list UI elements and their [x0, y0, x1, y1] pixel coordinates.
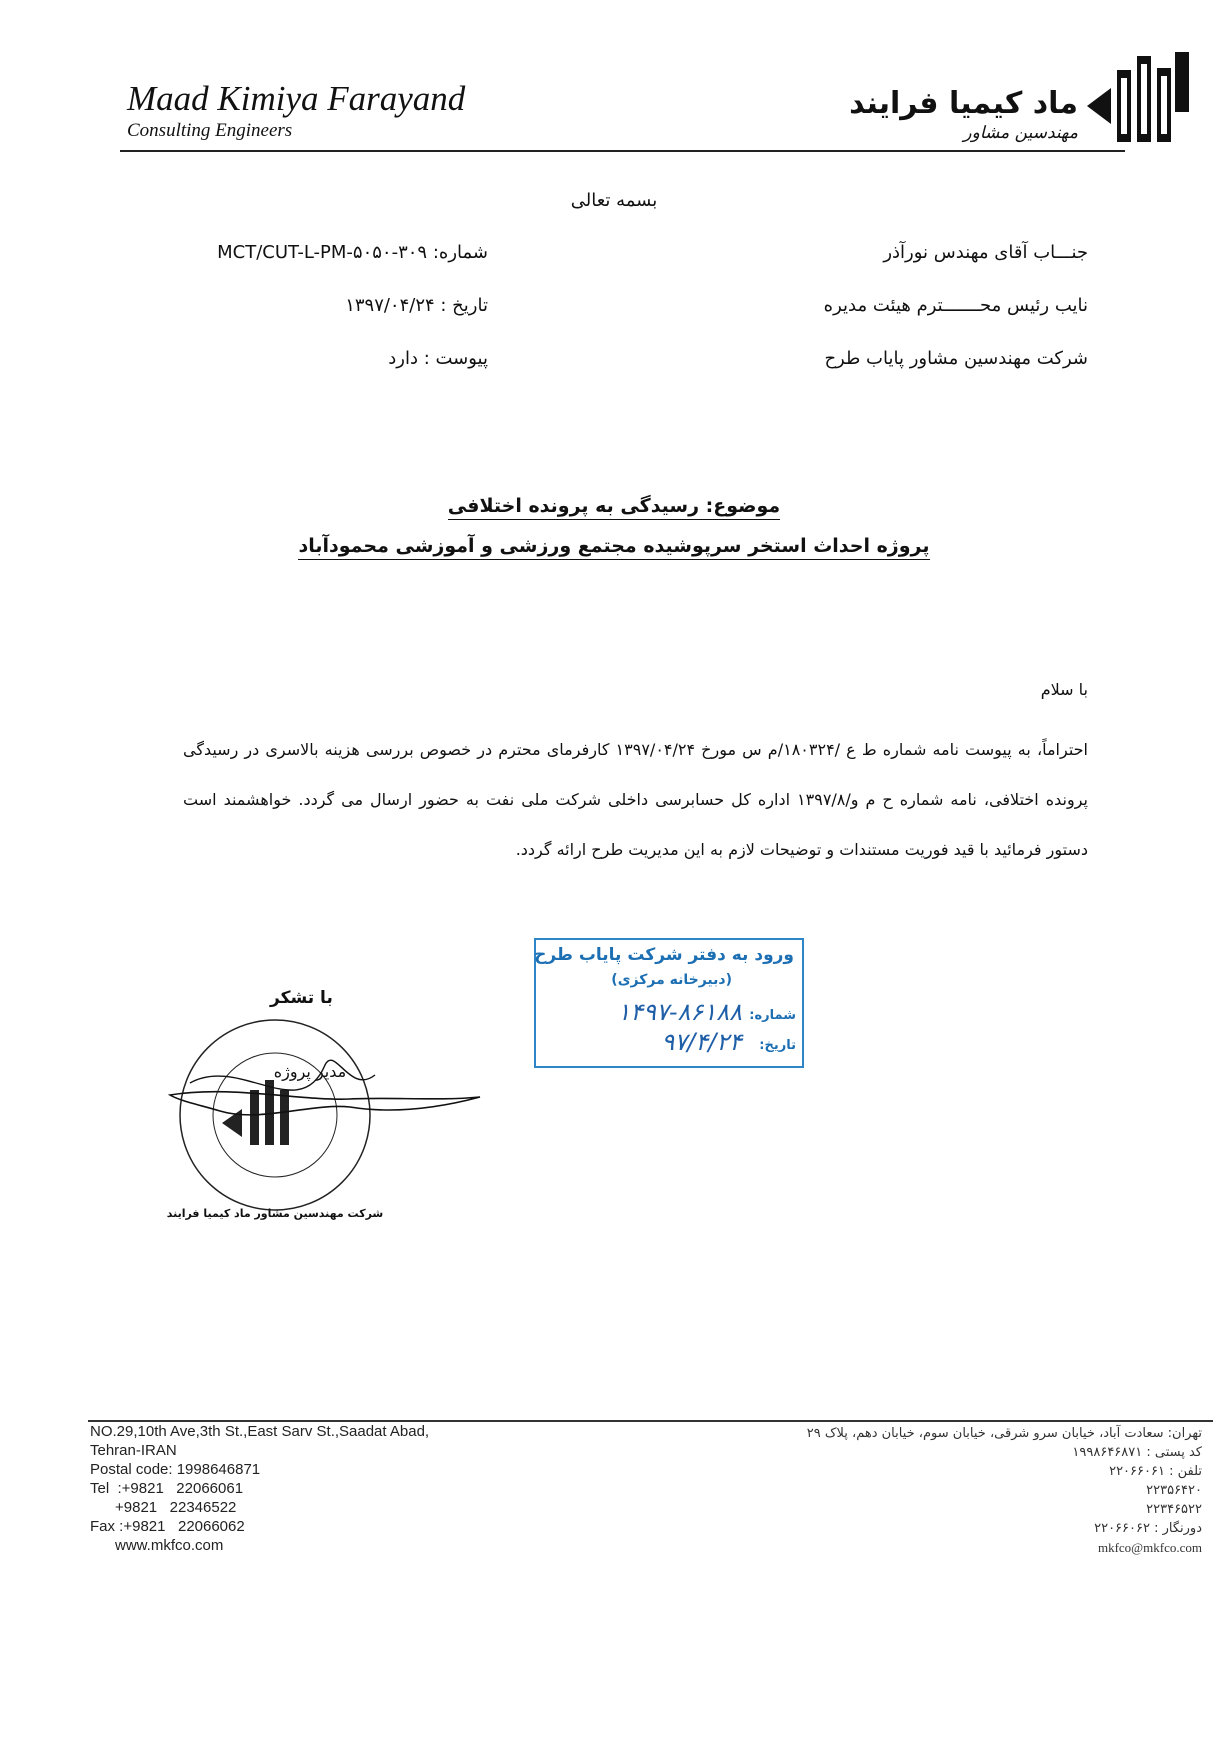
- website-link[interactable]: www.mkfco.com: [90, 1537, 224, 1554]
- project-line: پروژه احداث استخر سرپوشیده مجتمع ورزشی و آموزشی محمودآباد: [298, 535, 929, 560]
- stamp-number-label: شماره:: [749, 1008, 796, 1023]
- seal-text: شرکت مهندسین مشاور ماد کیمیا فرایند: [166, 1207, 384, 1220]
- fax-fa: دورنگار : ۲۲۰۶۶۰۶۲: [1094, 1521, 1202, 1536]
- footer-address-fa: [807, 1424, 1202, 1557]
- postal-code: Postal code: 1998646871: [90, 1461, 261, 1478]
- closing-text: با تشکر: [270, 988, 333, 1008]
- letter-attachment: پیوست : دارد: [388, 348, 488, 369]
- company-name-en: Maad Kimiya Farayand: [127, 79, 466, 118]
- stamp-title: ورود به دفتر شرکت پایاب طرح: [534, 945, 794, 965]
- telephone-1: Tel :+9821 22066061: [90, 1480, 244, 1497]
- company-subtitle-fa: مهندسین مشاور: [963, 123, 1078, 143]
- header-divider: [120, 150, 1125, 152]
- stamp-subtitle: (دبیرخانه مرکزی): [611, 972, 732, 988]
- brand-name-en-block: [127, 80, 465, 142]
- fax-number: Fax :+9821 22066062: [90, 1518, 245, 1535]
- postal-code-fa: کد پستی : ۱۹۹۸۶۴۶۸۷۱: [1072, 1445, 1202, 1460]
- stamp-number-value: ۱۴۹۷-۸۶۱۸۸: [617, 998, 742, 1026]
- stamp-date-label: تاریخ:: [759, 1038, 796, 1053]
- company-logo-icon: [1085, 48, 1195, 148]
- body-paragraph: احتراماً، به پیوست نامه شماره ط ع /۱۸۰۳۲۴/م س مورخ ۱۳۹۷/۰۴/۲۴ کارفرمای محترم در خصوص بررسی هزینه بالاسری در رسیدگی پرونده اختلافی، نامه شماره ح م و/۱۳۹۷/۸ اداره کل حسابرسی داخلی شرکت ملی نفت به حضور ارسال می گردد. خواهشمند است دستور فرمائید با قید فوریت مستندات و توضیحات لازم به این مدیریت طرح ارائه گردد.: [183, 740, 1088, 859]
- email-link[interactable]: mkfco@mkfco.com: [1097, 1540, 1202, 1555]
- address-line-fa: تهران: سعادت آباد، خیابان سرو شرقی، خیابان سوم، خیابان دهم، پلاک ۲۹: [806, 1426, 1202, 1441]
- company-name-fa: ماد کیمیا فرایند: [849, 86, 1078, 121]
- telephone-2: +9821 22346522: [90, 1499, 237, 1516]
- telephone-fa-1: تلفن : ۲۲۰۶۶۰۶۱: [1109, 1464, 1202, 1479]
- greeting: با سلام: [1040, 680, 1088, 699]
- address-line: Tehran-IRAN: [90, 1442, 177, 1459]
- letter-date: تاریخ : ۱۳۹۷/۰۴/۲۴: [345, 295, 488, 316]
- letter-number: شماره: ۳۰۹-MCT/CUT-L-PM-۵۰۵۰: [217, 242, 488, 263]
- telephone-fa-3: ۲۲۳۴۶۵۲۲: [1146, 1502, 1202, 1517]
- footer-address-en: [90, 1422, 429, 1555]
- recipient-line-name: جنـــاب آقای مهندس نورآذر: [883, 242, 1088, 263]
- recipient-block: [824, 240, 1088, 399]
- received-stamp: [534, 938, 804, 1068]
- company-subtitle-en: Consulting Engineers: [127, 120, 293, 141]
- stamp-date-value: ۹۷/۴/۲۴: [661, 1028, 742, 1056]
- letter-meta-block: [217, 240, 488, 399]
- brand-name-fa-block: [849, 86, 1078, 144]
- recipient-line-company: شرکت مهندسین مشاور پایاب طرح: [824, 348, 1088, 369]
- bismillah-heading: بسمه تعالی: [570, 190, 658, 211]
- subject-line: موضوع: رسیدگی به پرونده اختلافی: [448, 495, 780, 520]
- signature-seal-icon: [150, 1005, 485, 1230]
- address-line: NO.29,10th Ave,3th St.,East Sarv St.,Saadat Abad,: [90, 1423, 430, 1440]
- subject-block: [0, 486, 1228, 566]
- telephone-fa-2: ۲۲۳۵۶۴۲۰: [1146, 1483, 1202, 1498]
- signature-title: مدیر پروژه: [273, 1062, 347, 1081]
- recipient-line-title: نایب رئیس محـــــــترم هیئت مدیره: [823, 295, 1088, 316]
